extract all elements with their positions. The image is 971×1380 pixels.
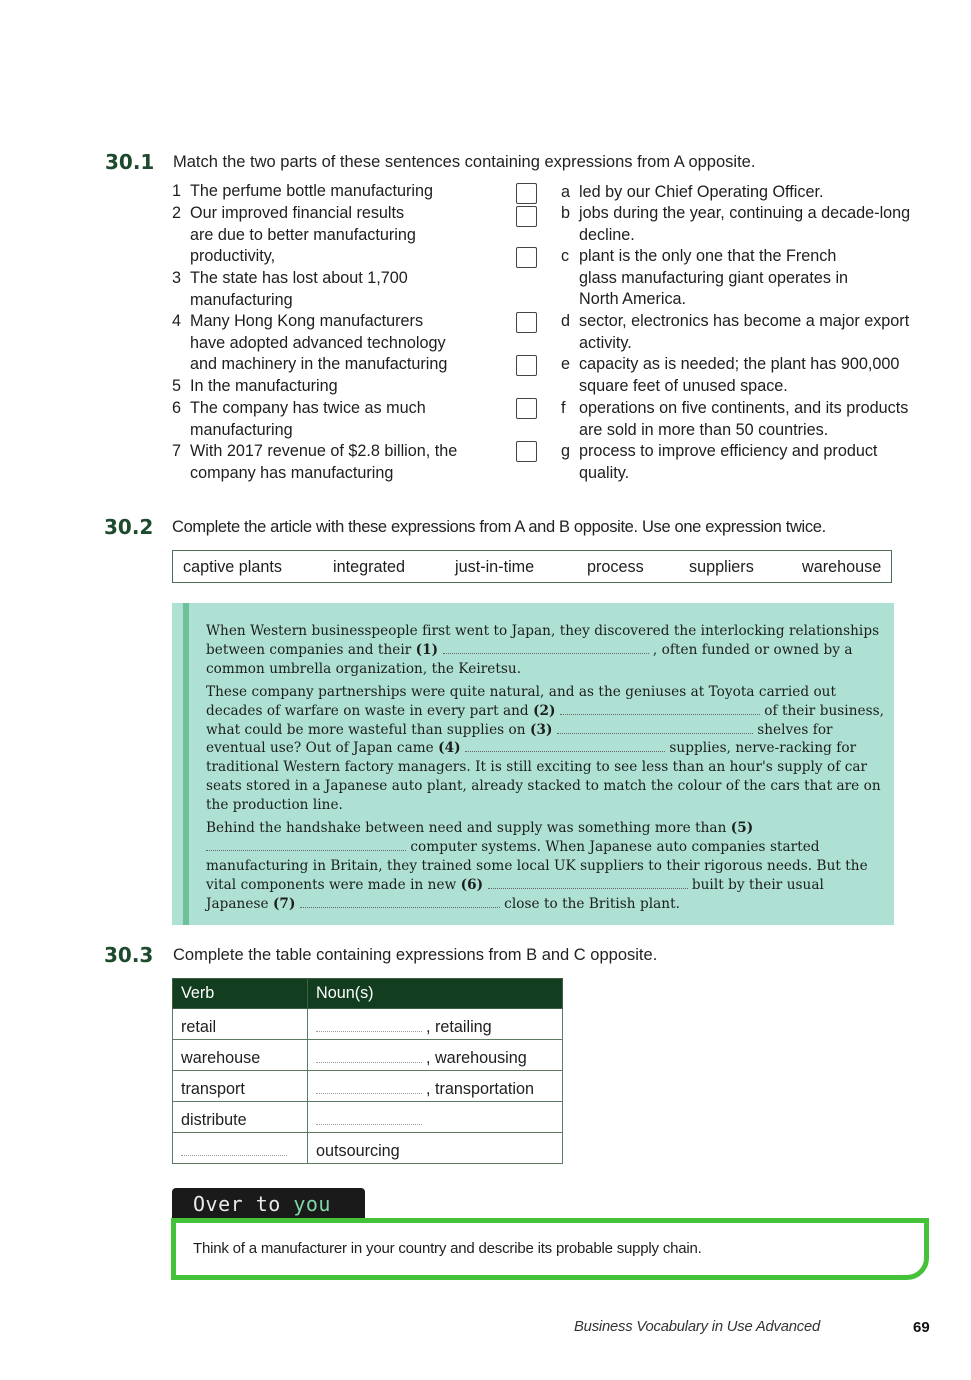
gap-label-1: (1): [415, 641, 439, 658]
answer-checkbox-b[interactable]: [516, 206, 537, 227]
table-row: [173, 1102, 563, 1133]
noun-blank[interactable]: [316, 1021, 422, 1032]
table-row: [173, 1009, 563, 1040]
exercise-instruction-30-3: Complete the table containing expressions from B and C opposite.: [173, 946, 658, 964]
item-text: productivity,: [190, 247, 276, 266]
left-item-7: [172, 441, 457, 484]
text: When Western businesspeople first went to Japan, they discovered the interlocking relationships between companies and their: [206, 623, 880, 658]
article-paragraph-2: [206, 683, 886, 815]
item-text: are due to better manufacturing: [190, 225, 416, 244]
over-to-you-box: [171, 1218, 929, 1280]
gap-blank-5[interactable]: [206, 838, 406, 851]
text: shelves for eventual use? Out of Japan came: [206, 721, 833, 757]
item-text: glass manufacturing giant operates in: [579, 268, 849, 287]
answer-checkbox-g[interactable]: [516, 441, 537, 462]
article-text: [206, 622, 886, 918]
noun-text: , warehousing: [426, 1049, 527, 1067]
answer-checkbox-e[interactable]: [516, 355, 537, 376]
item-text: are sold in more than 50 countries.: [579, 420, 829, 439]
right-item-b: [561, 203, 941, 246]
item-text: activity.: [579, 333, 632, 352]
left-item-6: [172, 398, 426, 441]
exercise-number-30-3: 30.3: [104, 943, 154, 967]
noun-text: , transportation: [426, 1080, 534, 1098]
text: close to the British plant.: [499, 895, 680, 912]
item-text: have adopted advanced technology: [190, 333, 446, 352]
item-text: capacity as is needed; the plant has 900,000: [579, 355, 900, 373]
left-item-2: [172, 203, 416, 268]
item-text: North America.: [579, 290, 687, 309]
item-number: 4: [172, 312, 182, 330]
gap-blank-6[interactable]: [488, 876, 688, 889]
word-bank-item: captive plants: [183, 558, 282, 576]
word-bank-item: just-in-time: [455, 558, 535, 576]
noun-cell: [308, 1040, 563, 1071]
noun-blank[interactable]: [316, 1052, 422, 1063]
answer-checkbox-f[interactable]: [516, 398, 537, 419]
left-item-5: [172, 376, 338, 398]
article-panel: [172, 603, 894, 925]
noun-blank[interactable]: [316, 1083, 422, 1094]
exercise-number-30-1: 30.1: [105, 150, 155, 174]
verb-cell: transport: [173, 1071, 308, 1102]
item-text: decline.: [579, 225, 635, 244]
item-text: plant is the only one that the French: [579, 247, 837, 265]
right-item-c: [561, 246, 941, 311]
text: Behind the handshake between need and supply was something more than: [206, 820, 731, 837]
right-item-g: [561, 441, 941, 484]
text: of their business, what could be more wasteful than supplies on: [206, 702, 885, 738]
item-text: In the manufacturing: [190, 377, 338, 395]
text: , often funded or owned by a common umbrella organization, the Keiretsu.: [206, 641, 853, 677]
right-item-a: [561, 182, 941, 204]
item-letter: e: [561, 355, 571, 373]
answer-checkbox-a[interactable]: [516, 183, 537, 204]
footer-book-title: Business Vocabulary in Use Advanced: [574, 1319, 821, 1335]
gap-blank-1[interactable]: [443, 641, 649, 654]
verb-cell: [173, 1133, 308, 1164]
gap-blank-4[interactable]: [465, 739, 665, 752]
item-text: square feet of unused space.: [579, 376, 788, 395]
over-to-you-label: [172, 1188, 365, 1220]
verb-noun-table: [172, 978, 563, 1164]
verb-blank[interactable]: [181, 1145, 287, 1156]
item-number: 1: [172, 182, 182, 200]
header-verb: Verb: [173, 979, 308, 1009]
word-bank: [172, 550, 892, 583]
item-number: 7: [172, 442, 182, 460]
left-item-3: [172, 268, 408, 311]
item-number: 6: [172, 399, 182, 417]
right-item-e: [561, 354, 941, 397]
gap-label-4: (4): [438, 740, 461, 757]
text: computer systems. When Japanese auto companies started manufacturing in Britain, they trained some local UK suppliers to their rigorous needs. But the vital components were made in new: [206, 838, 868, 893]
item-text: quality.: [579, 463, 630, 482]
noun-cell: [308, 1009, 563, 1040]
verb-cell: distribute: [173, 1102, 308, 1133]
gap-label-3: (3): [529, 721, 553, 738]
noun-cell: [308, 1071, 563, 1102]
table-header-row: [173, 979, 563, 1009]
item-letter: a: [561, 183, 571, 201]
noun-cell: [308, 1102, 563, 1133]
item-text: Many Hong Kong manufacturers: [190, 312, 424, 330]
label-text-highlight: you: [293, 1192, 331, 1216]
answer-checkbox-d[interactable]: [516, 312, 537, 333]
word-bank-item: process: [587, 558, 644, 576]
item-number: 2: [172, 204, 182, 222]
item-text: Our improved financial results: [190, 204, 405, 222]
gap-label-6: (6): [460, 876, 484, 893]
gap-label-5: (5): [730, 820, 754, 837]
header-nouns: Noun(s): [308, 979, 563, 1009]
item-text: The company has twice as much: [190, 399, 426, 417]
gap-blank-3[interactable]: [557, 721, 753, 734]
answer-checkbox-c[interactable]: [516, 247, 537, 268]
item-text: jobs during the year, continuing a decade-long: [579, 204, 911, 222]
verb-cell: warehouse: [173, 1040, 308, 1071]
text: supplies, nerve-racking for traditional Western factory managers. It is still exciting to see less than an hour's supply of car seats stored in a Japanese auto plant, already stacked to match the colour of the cars that are on the production line.: [206, 740, 881, 814]
article-accent-bar: [183, 603, 189, 925]
exercise-number-30-2: 30.2: [104, 515, 154, 539]
gap-label-7: (7): [272, 895, 296, 912]
word-bank-item: warehouse: [802, 558, 882, 576]
left-item-1: [172, 181, 433, 203]
page-number: 69: [913, 1319, 930, 1336]
item-text: sector, electronics has become a major export: [579, 312, 910, 330]
item-letter: b: [561, 204, 571, 222]
right-item-f: [561, 398, 941, 441]
right-item-d: [561, 311, 941, 354]
word-bank-item: integrated: [333, 558, 405, 576]
noun-cell: outsourcing: [308, 1133, 563, 1164]
item-letter: f: [561, 399, 566, 417]
table-row: [173, 1133, 563, 1164]
item-text: With 2017 revenue of $2.8 billion, the: [190, 442, 458, 460]
item-text: operations on five continents, and its products: [579, 399, 909, 417]
item-text: company has manufacturing: [190, 463, 394, 482]
item-text: led by our Chief Operating Officer.: [579, 183, 824, 201]
label-text: Over to: [193, 1192, 294, 1216]
item-number: 5: [172, 377, 182, 395]
article-paragraph-3: [206, 819, 886, 914]
item-text: and machinery in the manufacturing: [190, 355, 448, 374]
item-text: The perfume bottle manufacturing: [190, 182, 433, 200]
table-row: [173, 1071, 563, 1102]
exercise-instruction-30-2: Complete the article with these expressions from A and B opposite. Use one expression twice.: [172, 518, 826, 536]
item-number: 3: [172, 269, 182, 287]
gap-label-2: (2): [533, 702, 556, 719]
article-paragraph-1: [206, 622, 886, 679]
gap-blank-7[interactable]: [300, 895, 500, 908]
item-letter: d: [561, 312, 571, 330]
verb-cell: retail: [173, 1009, 308, 1040]
exercise-instruction-30-1: Match the two parts of these sentences containing expressions from A opposite.: [173, 153, 756, 171]
gap-blank-2[interactable]: [560, 702, 760, 715]
over-to-you-prompt: Think of a manufacturer in your country and describe its probable supply chain.: [193, 1240, 702, 1257]
text: These company partnerships were quite natural, and as the geniuses at Toyota carried out decades of warfare on waste in every part and: [206, 683, 837, 719]
item-text: manufacturing: [190, 420, 293, 439]
noun-text: , retailing: [426, 1018, 492, 1036]
item-letter: g: [561, 442, 571, 460]
table-row: [173, 1040, 563, 1071]
item-text: manufacturing: [190, 290, 293, 309]
item-text: process to improve efficiency and product: [579, 442, 878, 460]
word-bank-item: suppliers: [689, 558, 754, 576]
left-item-4: [172, 311, 447, 376]
item-letter: c: [561, 247, 570, 265]
noun-blank[interactable]: [316, 1114, 422, 1125]
text: built by their usual Japanese: [206, 876, 824, 912]
item-text: The state has lost about 1,700: [190, 269, 408, 287]
